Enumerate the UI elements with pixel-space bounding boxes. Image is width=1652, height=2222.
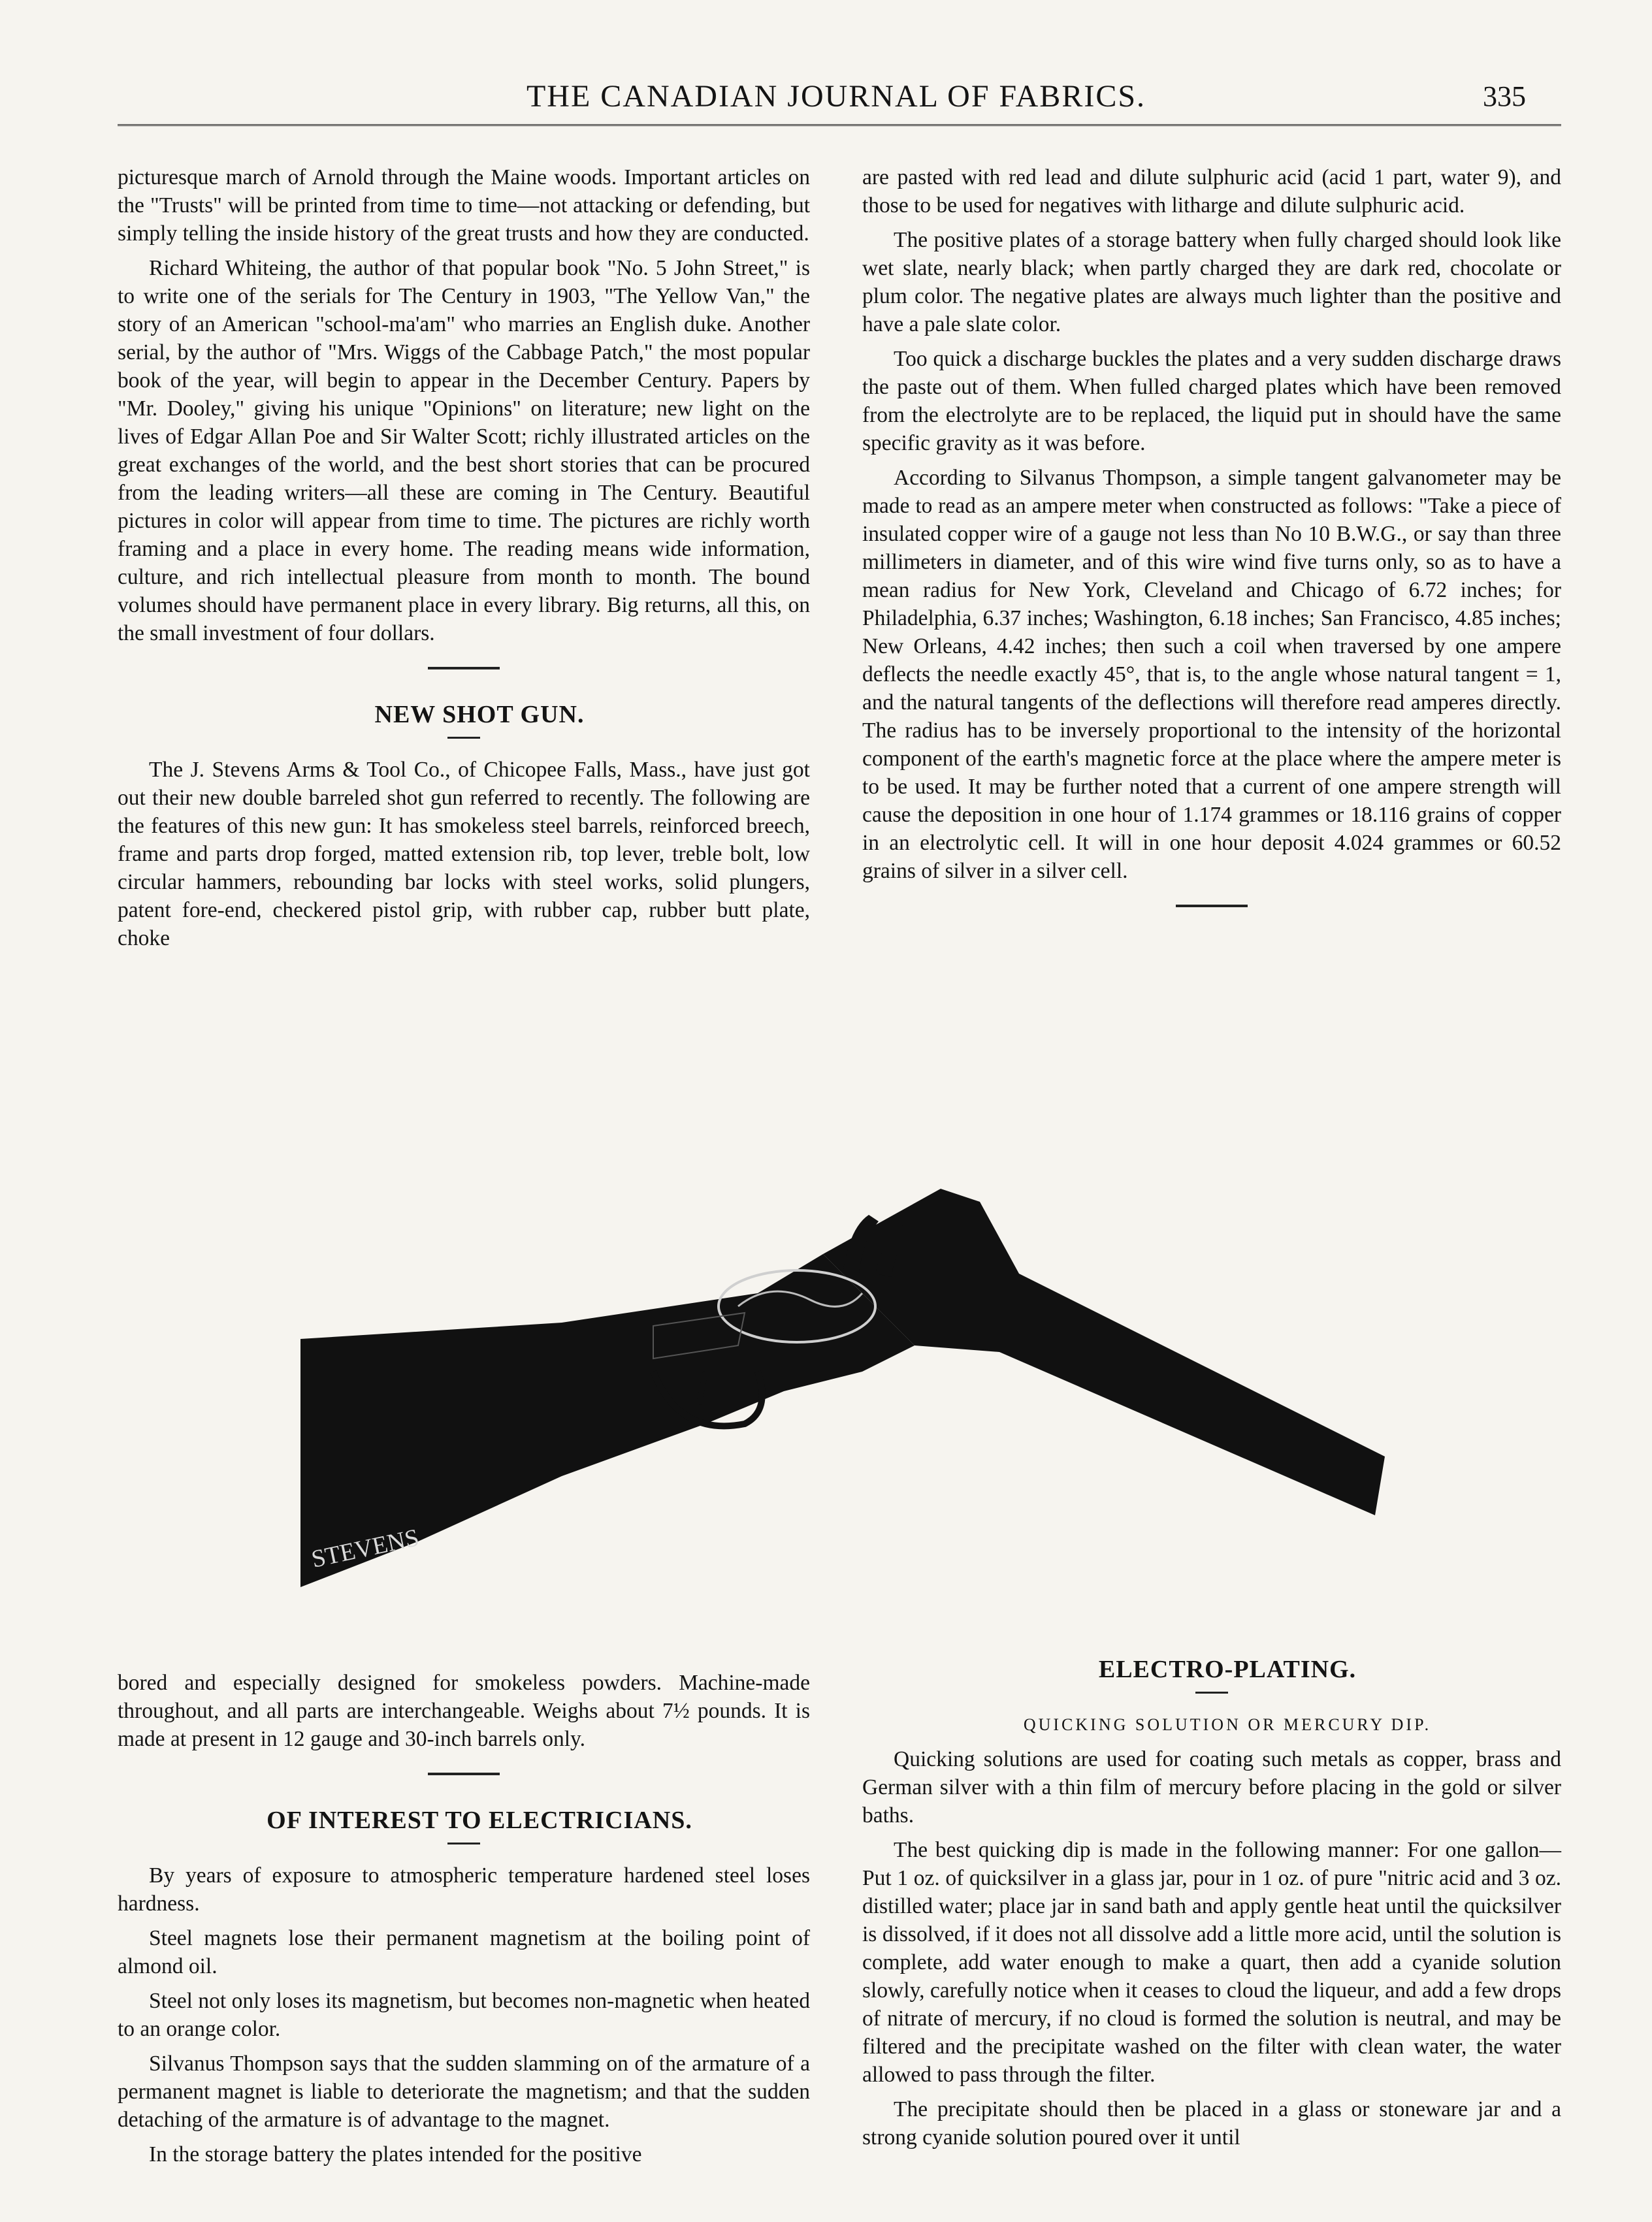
shotgun-paragraph-2: bored and especially designed for smokeless powders. Machine-made throughout, and all parts are interchangeable. Weighs about 7½ pounds. It is made at present in 12 gauge and 30-inch barrels only. — [118, 1671, 810, 1751]
century-paragraph-1: picturesque march of Arnold through the Maine woods. Important articles on the "Trusts" will be printed from time to time—not attacking or defending, but simply telling the inside history of the great trusts and how they are conducted. — [118, 165, 810, 246]
heading-divider — [447, 737, 480, 739]
heading-divider — [1195, 1692, 1228, 1694]
header-rule — [118, 124, 1561, 126]
section-divider — [428, 1773, 500, 1775]
electricians-paragraph-1: By years of exposure to atmospheric temperature hardened steel loses hardness. — [118, 1863, 810, 1916]
electricians-heading: OF INTEREST TO ELECTRICIANS. — [267, 1807, 692, 1834]
electroplating-paragraph-2: The best quicking dip is made in the following manner: For one gallon—Put 1 oz. of quicksilver in a glass jar, pour in 1 oz. of pure "nitric acid and 3 oz. distilled water; place jar in sand bath and apply gentle heat until the quicksilver is dissolved, if it does not all dissolve add a little more acid, until the solution is complete, add water enough to make a quart, then add a cyanide solution slowly, carefully notice when it ceases to cloud the liqueur, and add a few drops of nitrate of mercury, if no cloud is formed the solution is neutral, and may be filtered and the precipitate washed on the filter with clean water, the water allowed to pass through the filter. — [862, 1838, 1562, 2087]
running-header: THE CANADIAN JOURNAL OF FABRICS. — [526, 79, 1146, 114]
electricians-paragraph-4: Silvanus Thompson says that the sudden slamming on of the armature of a permanent magnet is liable to deteriorate the magnetism; and that the sudden detaching of the armature is of advantage to the magnet. — [118, 2052, 810, 2132]
century-paragraph-2: Richard Whiteing, the author of that popular book "No. 5 John Street," is to write one of the serials for The Century in 1903, "The Yellow Van," the story of an American "school-ma'am" who marries an English duke. Another serial, by the author of "Mrs. Wiggs of the Cabbage Patch," the most popular book of the year, will begin to appear in the December Century. Papers by "Mr. Dooley," giving his unique "Opinions" on literature; new light on the lives of Edgar Allan Poe and Sir Walter Scott; richly illustrated articles on the great exchanges of the world, and the best short stories that can be procured from the leading writers—all these are coming in The Century. Beautiful pictures in color will appear from time to time. The pictures are richly worth framing and a place in every home. The reading means wide information, culture, and rich intellectual pleasure from month to month. The bound volumes should have permanent place in every library. Big returns, all this, on the small investment of four dollars. — [118, 256, 810, 645]
electricians-paragraph-3: Steel not only loses its magnetism, but becomes non-magnetic when heated to an orange color. — [118, 1989, 810, 2041]
electroplating-paragraph-3: The precipitate should then be placed in a glass or stoneware jar and a strong cyanide solution poured over it until — [862, 2097, 1561, 2150]
stock-stamp: STEVENS — [309, 1524, 422, 1573]
shotgun-illustration — [287, 1176, 1398, 1633]
electricians-paragraph-5: In the storage battery the plates intended for the positive — [149, 2142, 642, 2166]
battery-paragraph-1: are pasted with red lead and dilute sulphuric acid (acid 1 part, water 9), and those to be used for negatives with litharge and dilute sulphuric acid. — [862, 165, 1561, 217]
section-divider — [1176, 905, 1248, 907]
electroplating-subheading: QUICKING SOLUTION OR MERCURY DIP. — [1023, 1715, 1432, 1734]
heading-divider — [447, 1843, 480, 1844]
right-column-top — [862, 163, 1561, 939]
battery-paragraph-2: The positive plates of a storage battery when fully charged should look like wet slate, nearly black; when partly charged they are dark red, chocolate or plum color. The negative plates are always much lighter than the positive and have a pale slate color. — [862, 228, 1561, 336]
electroplating-paragraph-1: Quicking solutions are used for coating such metals as copper, brass and German silver with a thin film of mercury before placing in the gold or silver baths. — [862, 1747, 1561, 1828]
section-divider — [428, 667, 500, 669]
page-number: 335 — [1483, 80, 1526, 112]
right-column-bottom — [862, 1656, 1561, 2158]
shotgun-heading: NEW SHOT GUN. — [374, 701, 585, 728]
shotgun-paragraph-1: The J. Stevens Arms & Tool Co., of Chicopee Falls, Mass., have just got out their new double barreled shot gun referred to recently. The following are the features of this new gun: It has smokeless steel barrels, reinforced breech, frame and parts drop forged, matted extension rib, top lever, treble bolt, low circular hammers, rebounding bar locks with steel works, solid plungers, patent fore-end, checkered pistol grip, with rubber cap, rubber butt plate, choke — [118, 758, 810, 950]
electricians-paragraph-2: Steel magnets lose their permanent magnetism at the boiling point of almond oil. — [118, 1926, 810, 1978]
left-column-top — [118, 163, 810, 959]
battery-paragraph-3: Too quick a discharge buckles the plates and a very sudden discharge draws the paste out of them. When fulled charged plates which have been removed from the electrolyte are to be replaced, the liquid put in should have the same specific gravity as it was before. — [862, 347, 1561, 455]
galvanometer-paragraph: According to Silvanus Thompson, a simple tangent galvanometer may be made to read as an ampere meter when constructed as follows: "Take a piece of insulated copper wire of a gauge not less than No 10 B.W.G., or say than three millimeters in diameter, and of this wire wind five turns only, so as to have a mean radius for New York, Cleveland and Chicago of 6.72 inches; for Philadelphia, 6.37 inches; Washington, 6.18 inches; San Francisco, 4.85 inches; New Orleans, 4.42 inches; then such a coil when traversed by one ampere deflects the needle exactly 45°, that is, to the angle whose natural tangent = 1, and the natural tangents of the deflections will therefore read amperes directly. The radius has to be inversely proportional to the intensity of the horizontal component of the earth's magnetic force at the place where the ampere meter is to be used. It may be further noted that a current of one ampere strength will cause the deposition in one hour of 1.174 grammes or 18.116 grains of copper in an electrolytic cell. It will in one hour deposit 4.024 grammes or 60.52 grains of silver in a silver cell. — [862, 466, 1561, 883]
electroplating-heading: ELECTRO-PLATING. — [1098, 1656, 1357, 1683]
left-column-bottom — [118, 1669, 810, 2175]
shotgun-barrels — [823, 1189, 1385, 1515]
